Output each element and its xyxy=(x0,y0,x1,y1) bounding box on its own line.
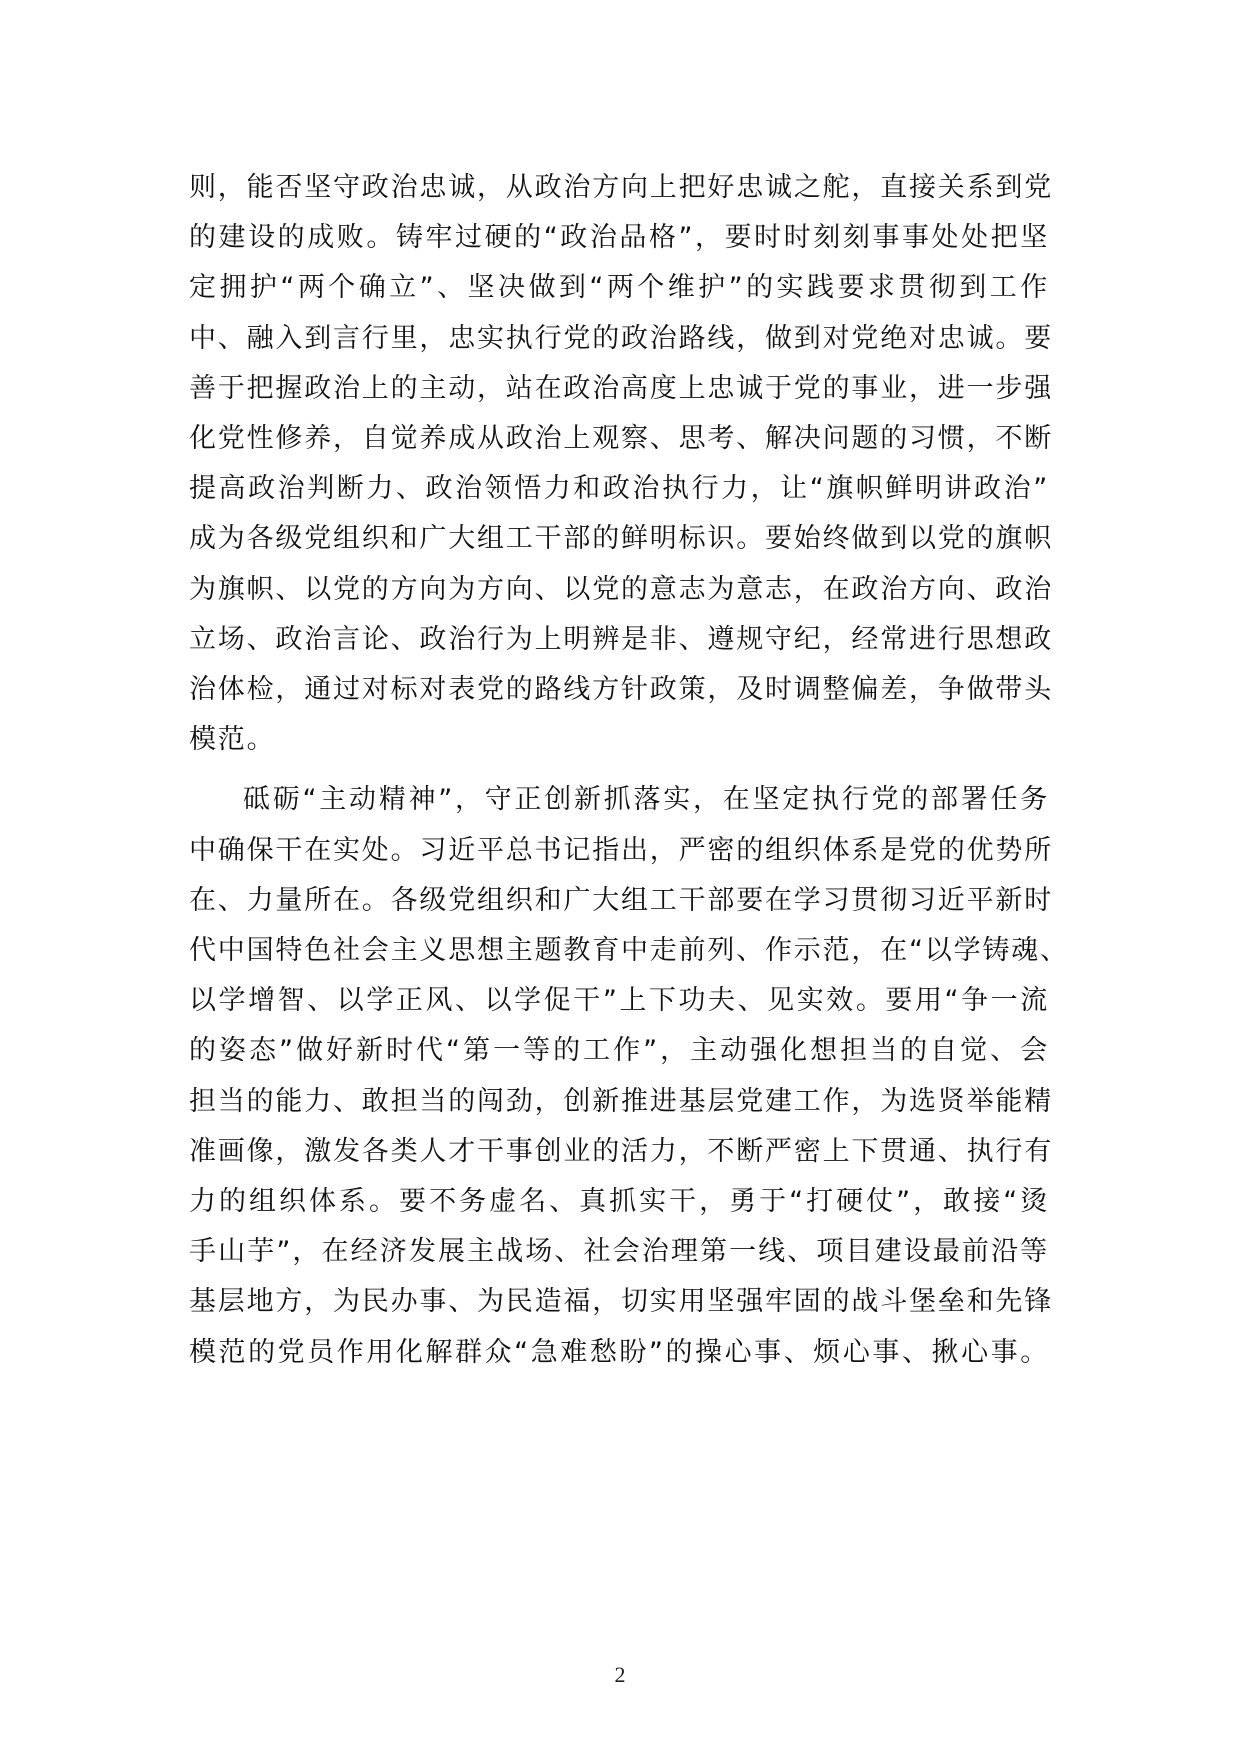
paragraph-2 xyxy=(189,775,1069,1377)
text-line: 则，能否坚守政治忠诚，从政治方向上把好忠诚之舵，直接关系到党 xyxy=(189,172,1053,203)
text-line: 立场、政治言论、政治行为上明辨是非、遵规守纪，经常进行思想政 xyxy=(189,623,1053,655)
text-line: 定拥护“两个确立”、坚决做到“两个维护”的实践要求贯彻到工作 xyxy=(189,272,1049,304)
text-line: 在、力量所在。各级党组织和广大组工干部要在学习贯彻习近平新时 xyxy=(189,884,1053,916)
text-line: 的建设的成败。铸牢过硬的“政治品格”，要时时刻刻事事处处把坚 xyxy=(189,222,1049,254)
text-line: 成为各级党组织和广大组工干部的鲜明标识。要始终做到以党的旗帜 xyxy=(189,523,1053,555)
text-line: 基层地方，为民办事、为民造福，切实用坚强牢固的战斗堡垒和先锋 xyxy=(189,1286,1053,1318)
text-line: 为旗帜、以党的方向为方向、以党的意志为意志，在政治方向、政治 xyxy=(189,573,1053,605)
document-body xyxy=(189,163,1069,1378)
text-line: 手山芋”，在经济发展主战场、社会治理第一线、项目建设最前沿等 xyxy=(189,1236,1049,1268)
text-line: 化党性修养，自觉养成从政治上观察、思考、解决问题的习惯，不断 xyxy=(189,423,1053,455)
text-line: 代中国特色社会主义思想主题教育中走前列、作示范，在“以学铸魂、 xyxy=(189,935,1069,967)
text-line: 治体检，通过对标对表党的路线方针政策，及时调整偏差，争做带头 xyxy=(189,674,1053,706)
text-line: 准画像，激发各类人才干事创业的活力，不断严密上下贯通、执行有 xyxy=(189,1135,1053,1167)
text-line: 力的组织体系。要不务虚名、真抓实干，勇于“打硬仗”，敢接“烫 xyxy=(189,1186,1049,1218)
text-line: 中、融入到言行里，忠实执行党的政治路线，做到对党绝对忠诚。要 xyxy=(189,322,1053,354)
paragraph-1 xyxy=(189,163,1053,765)
text-line: 善于把握政治上的主动，站在政治高度上忠诚于党的事业，进一步强 xyxy=(189,372,1053,404)
text-line: 模范的党员作用化解群众“急难愁盼”的操心事、烦心事、揪心事。 xyxy=(189,1336,1049,1368)
text-line: 中确保干在实处。习近平总书记指出，严密的组织体系是党的优势所 xyxy=(189,834,1053,866)
text-line: 砥砺“主动精神”，守正创新抓落实，在坚定执行党的部署任务 xyxy=(243,784,1049,816)
text-line: 模范。 xyxy=(189,724,276,756)
text-line: 担当的能力、敢担当的闯劲，创新推进基层党建工作，为选贤举能精 xyxy=(189,1085,1053,1117)
page-number: 2 xyxy=(614,1662,626,1687)
text-line: 以学增智、以学正风、以学促干”上下功夫、见实效。要用“争一流 xyxy=(189,985,1049,1017)
text-line: 提高政治判断力、政治领悟力和政治执行力，让“旗帜鲜明讲政治” xyxy=(189,473,1049,505)
text-line: 的姿态”做好新时代“第一等的工作”，主动强化想担当的自觉、会 xyxy=(189,1035,1049,1067)
